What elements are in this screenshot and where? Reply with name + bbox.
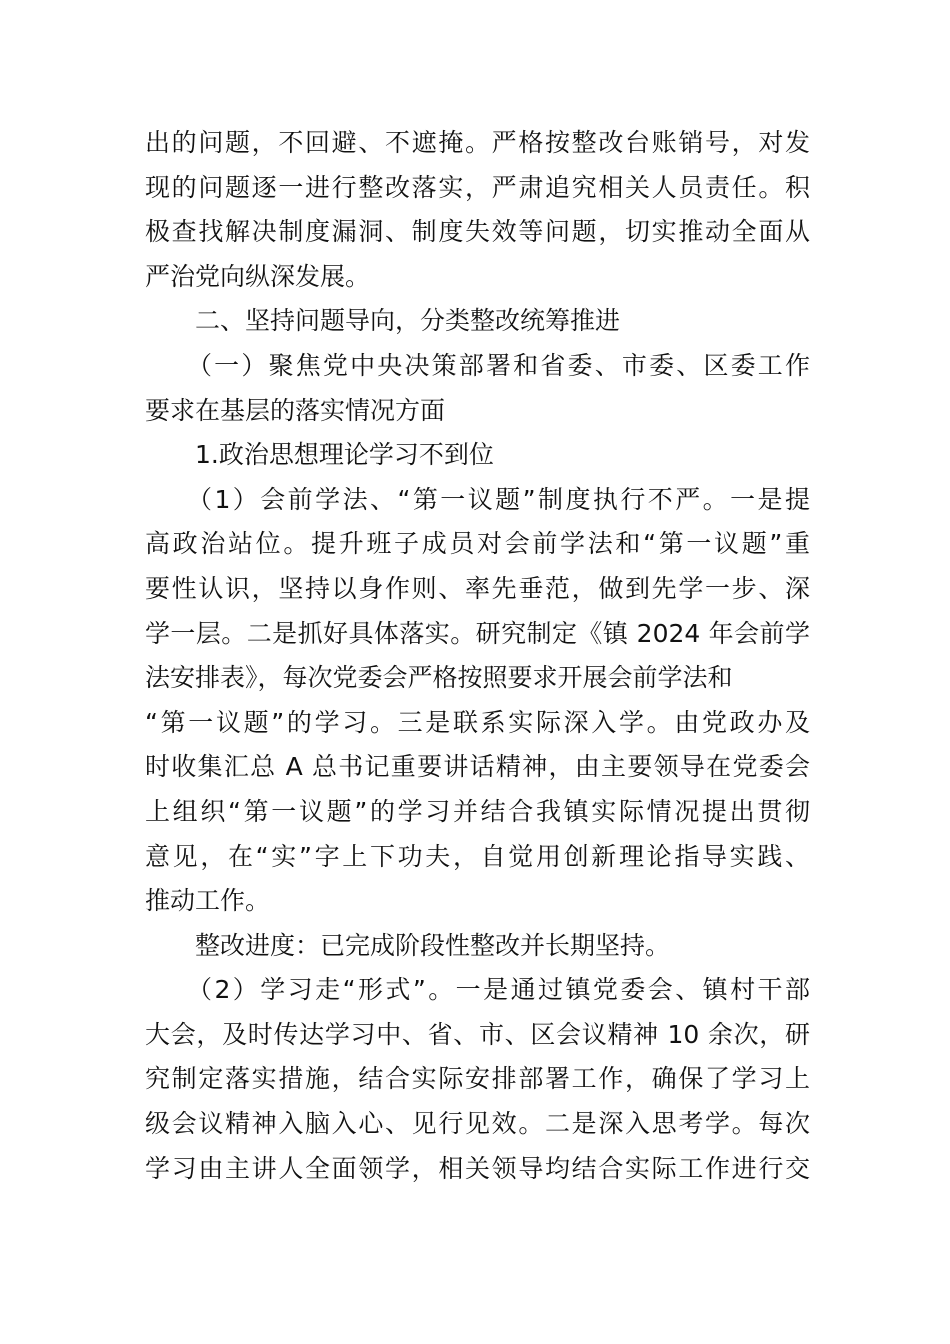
body-line-14: “第一议题”的学习。三是联系实际深入学。由党政办及 [145, 707, 810, 737]
body-line-22: 究制定落实措施，结合实际安排部署工作，确保了学习上 [145, 1064, 810, 1094]
body-line-20: （2）学习走“形式”。一是通过镇党委会、镇村干部 [187, 975, 810, 1005]
body-line-3: 极查找解决制度漏洞、制度失效等问题，切实推动全面从 [145, 217, 810, 247]
section-heading: 二、坚持问题导向，分类整改统筹推进 [195, 306, 621, 336]
body-line-18: 推动工作。 [145, 886, 271, 916]
body-line-9: （1）会前学法、“第一议题”制度执行不严。一是提 [187, 484, 810, 514]
body-line-1: 出的问题，不回避、不遮掩。严格按整改台账销号，对发 [145, 128, 810, 157]
body-line-17: 意见，在“实”字上下功夫，自觉用创新理论指导实践、 [145, 841, 810, 871]
body-line-21: 大会，及时传达学习中、省、市、区会议精神 10 余次，研 [145, 1019, 810, 1049]
body-line-2: 现的问题逐一进行整改落实，严肃追究相关人员责任。积 [145, 172, 810, 202]
subsection-heading-line-1: （一）聚焦党中央决策部署和省委、市委、区委工作 [187, 350, 810, 380]
body-line-15: 时收集汇总 A 总书记重要讲话精神，由主要领导在党委会 [145, 752, 810, 782]
progress-status: 整改进度：已完成阶段性整改并长期坚持。 [195, 930, 671, 960]
item-heading: 1.政治思想理论学习不到位 [195, 440, 494, 470]
document-body [145, 121, 810, 1191]
body-line-13: 法安排表》，每次党委会严格按照要求开展会前学法和 [145, 663, 733, 693]
subsection-heading-line-2: 要求在基层的落实情况方面 [145, 395, 446, 425]
body-line-11: 要性认识，坚持以身作则、率先垂范，做到先学一步、深 [145, 573, 810, 603]
body-line-23: 级会议精神入脑入心、见行见效。二是深入思考学。每次 [145, 1109, 810, 1139]
body-line-10: 高政治站位。提升班子成员对会前学法和“第一议题”重 [145, 529, 810, 559]
body-line-24: 学习由主讲人全面领学，相关领导均结合实际工作进行交 [145, 1153, 810, 1183]
body-line-12: 学一层。二是抓好具体落实。研究制定《镇 2024 年会前学 [145, 618, 810, 648]
body-line-4: 严治党向纵深发展。 [145, 261, 371, 291]
body-line-16: 上组织“第一议题”的学习并结合我镇实际情况提出贯彻 [145, 796, 810, 826]
